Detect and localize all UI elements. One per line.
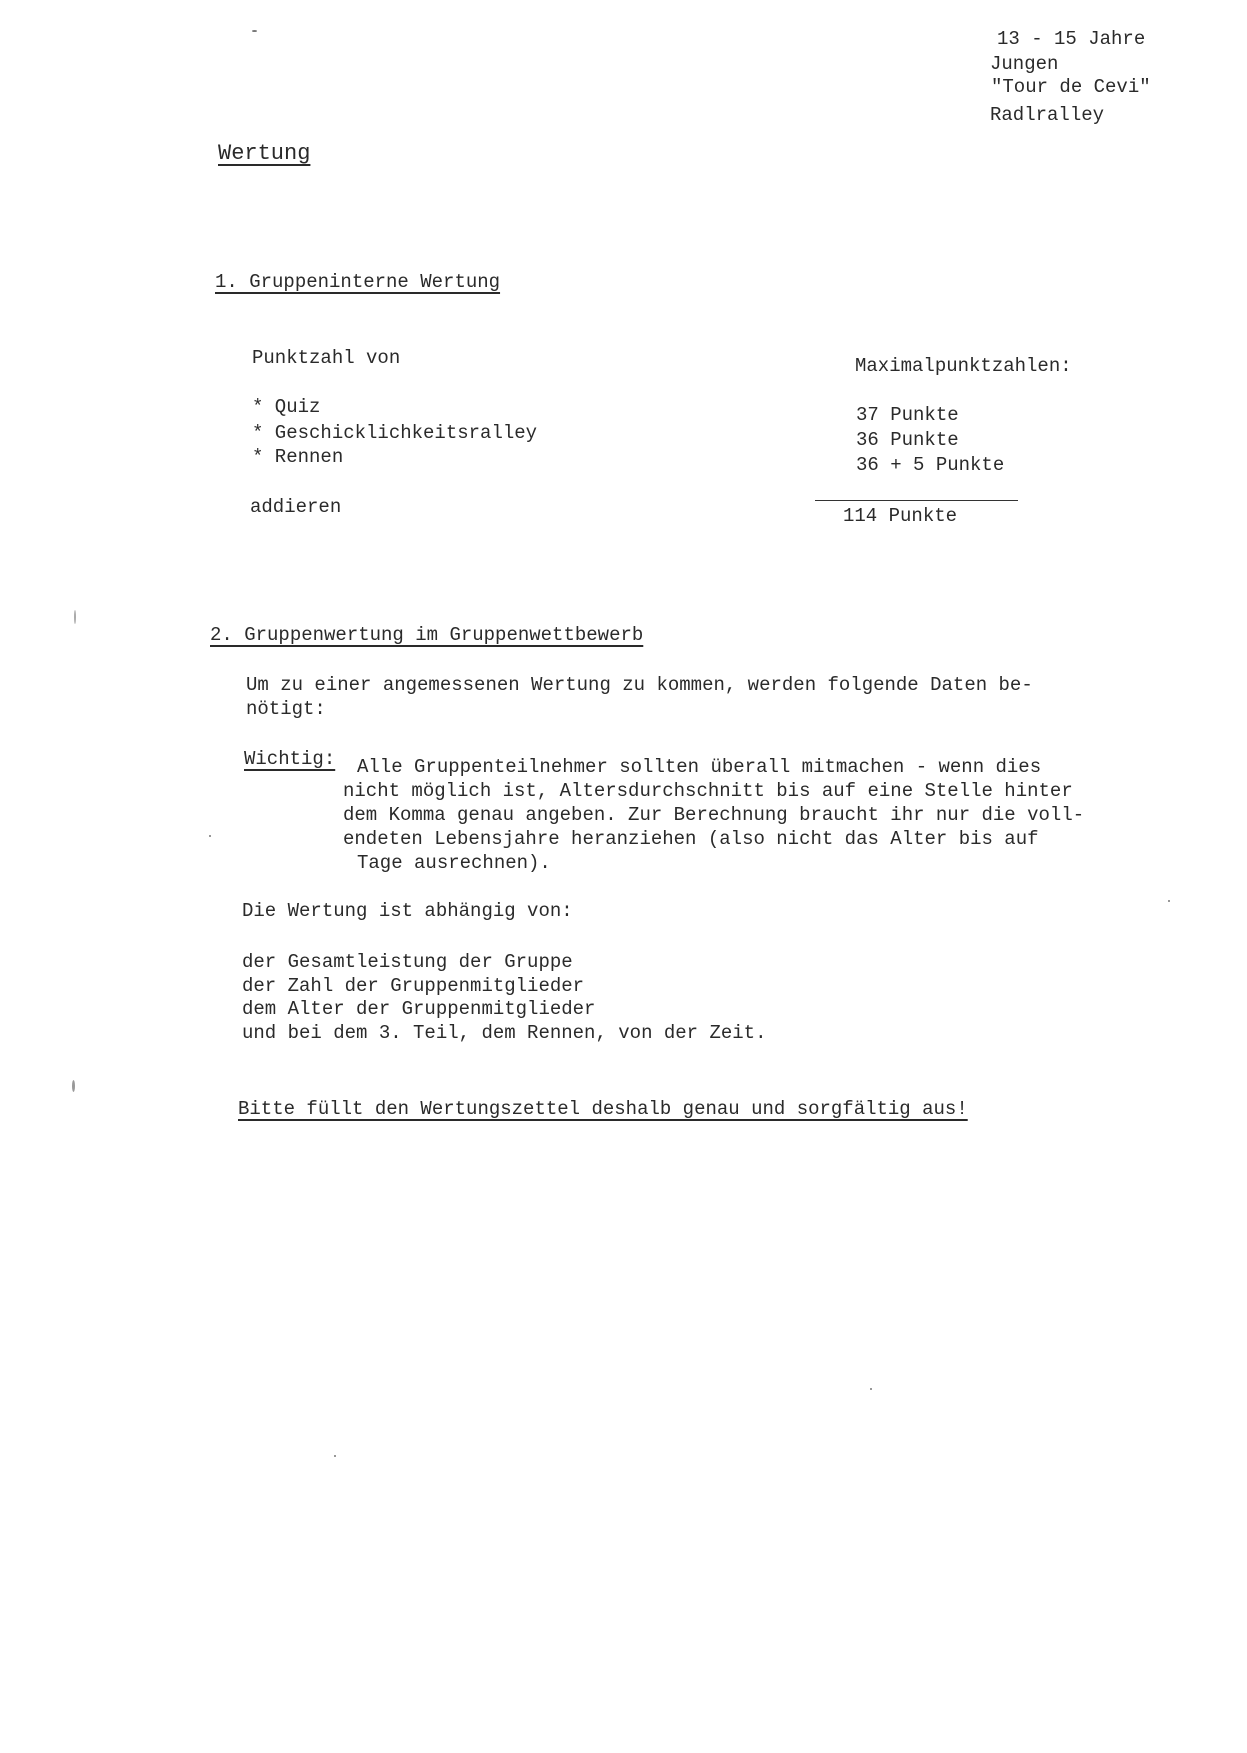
scan-speck [870,1388,872,1390]
points-total: 114 Punkte [843,505,958,527]
header-line-group: Jungen [990,53,1059,75]
depends-item-performance: der Gesamtleistung der Gruppe [242,951,573,973]
section1-item-quiz: * Quiz [252,396,321,418]
depends-item-count: der Zahl der Gruppenmitglieder [242,975,585,997]
section1-footer: addieren [250,496,342,518]
scan-speck [209,835,211,837]
important-line-4: endeten Lebensjahre heranziehen (also nicht das Alter bis auf [343,828,1039,850]
depends-label: Die Wertung ist abhängig von: [242,900,573,922]
section1-item-race: * Rennen [252,446,344,468]
points-race: 36 + 5 Punkte [856,454,1005,476]
important-line-3: dem Komma genau angeben. Zur Berechnung braucht ihr nur die voll- [343,804,1085,826]
scan-speck [252,30,257,32]
header-line-age: 13 - 15 Jahre [997,28,1146,50]
important-line-2: nicht möglich ist, Altersdurchschnitt bis auf eine Stelle hinter [343,780,1073,802]
sum-rule [815,500,1018,501]
header-line-type: Radlralley [990,104,1105,126]
page-title: Wertung [218,141,311,166]
important-label: Wichtig: [244,748,336,770]
section2-heading: 2. Gruppenwertung im Gruppenwettbewerb [210,624,644,646]
depends-item-age: dem Alter der Gruppenmitglieder [242,998,596,1020]
scan-speck [74,610,76,624]
important-line-5: Tage ausrechnen). [357,852,551,874]
max-points-heading: Maximalpunktzahlen: [855,355,1072,377]
depends-item-time: und bei dem 3. Teil, dem Rennen, von der Zeit. [242,1022,767,1044]
important-line-1: Alle Gruppenteilnehmer sollten überall mitmachen - wenn dies [357,756,1042,778]
points-quiz: 37 Punkte [856,404,959,426]
scan-speck [334,1455,336,1457]
intro-line-2: nötigt: [246,698,326,720]
section1-heading: 1. Gruppeninterne Wertung [215,271,501,293]
section1-item-skill: * Geschicklichkeitsralley [252,422,538,444]
section1-intro: Punktzahl von [252,347,401,369]
header-line-event: "Tour de Cevi" [991,76,1151,98]
closing-note: Bitte füllt den Wertungszettel deshalb genau und sorgfältig aus! [238,1098,968,1120]
scan-speck [1168,900,1170,902]
points-skill: 36 Punkte [856,429,959,451]
intro-line-1: Um zu einer angemessenen Wertung zu kommen, werden folgende Daten be- [246,674,1033,696]
scan-speck [72,1080,75,1092]
